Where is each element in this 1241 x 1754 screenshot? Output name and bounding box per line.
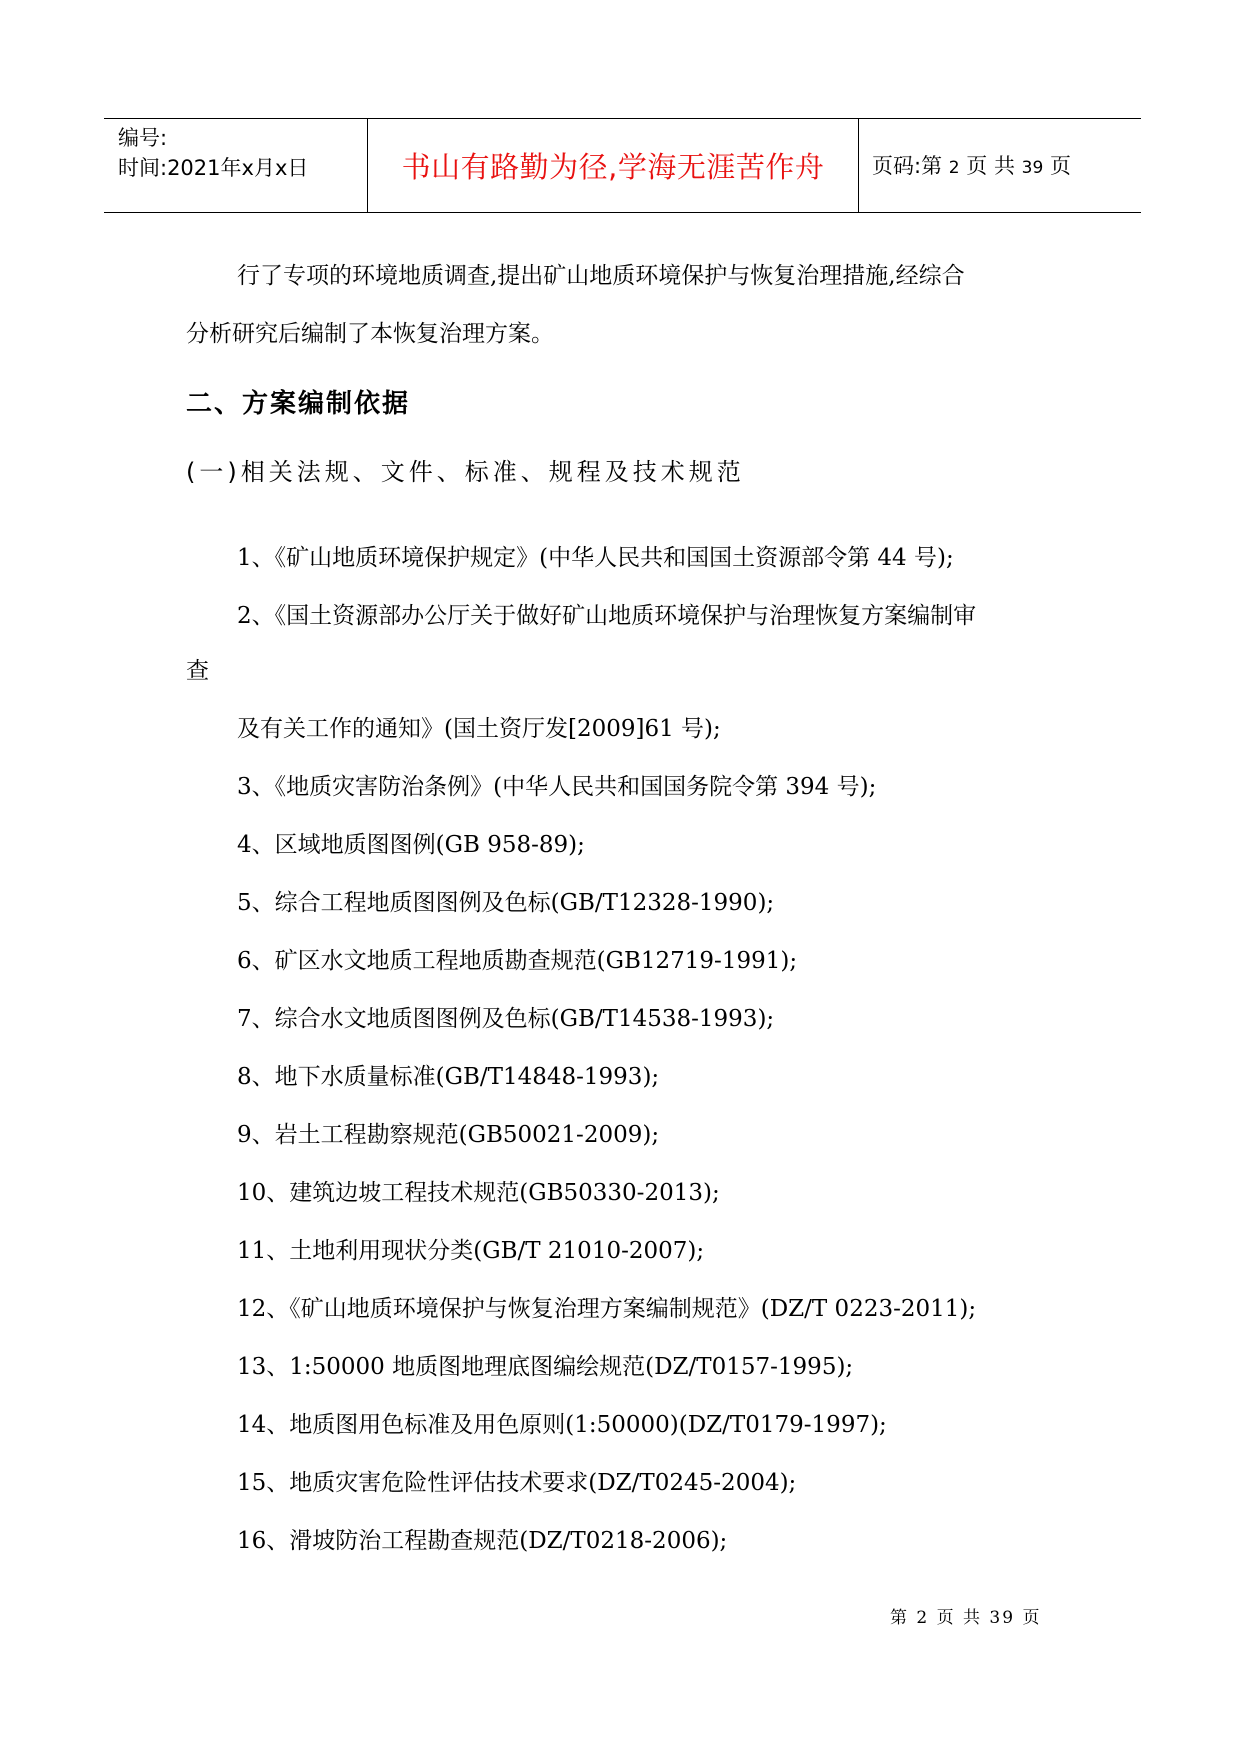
- subsection-title: (一)相关法规、文件、标准、规程及技术规范: [186, 458, 745, 486]
- header-divider-left: [367, 119, 368, 212]
- header-number-label: 编号:: [118, 126, 168, 150]
- list-item: 5、综合工程地质图图例及色标(GB/T12328-1990);: [237, 890, 775, 916]
- list-item: 13、1:50000 地质图地理底图编绘规范(DZ/T0157-1995);: [237, 1354, 854, 1380]
- section-title: 二、方案编制依据: [186, 389, 411, 419]
- list-item: 及有关工作的通知》(国土资厅发[2009]61 号);: [237, 716, 721, 742]
- header-page-total: 39: [1021, 158, 1044, 178]
- header-time-label: 时间:2021年x月x日: [118, 156, 309, 180]
- header-meta: [118, 123, 308, 183]
- header-page-mid: 页 共: [966, 154, 1015, 178]
- list-item: 15、地质灾害危险性评估技术要求(DZ/T0245-2004);: [237, 1470, 797, 1496]
- page-footer: 第 2 页 共 39 页: [890, 1608, 1042, 1628]
- list-item: 11、土地利用现状分类(GB/T 21010-2007);: [237, 1238, 705, 1264]
- list-item: 4、区域地质图图例(GB 958-89);: [237, 832, 585, 858]
- header-divider-right: [858, 119, 859, 212]
- list-item: 12、《矿山地质环境保护与恢复治理方案编制规范》(DZ/T 0223-2011);: [237, 1296, 977, 1322]
- header-motto: 书山有路勤为径,学海无涯苦作舟: [401, 150, 825, 184]
- list-item: 1、《矿山地质环境保护规定》(中华人民共和国国土资源部令第 44 号);: [237, 545, 954, 571]
- header-page-label: 页码:第: [872, 154, 943, 178]
- header-page-current: 2: [948, 158, 960, 178]
- header-page-info: [872, 151, 1071, 183]
- list-item: 6、矿区水文地质工程地质勘查规范(GB12719-1991);: [237, 948, 798, 974]
- intro-line-1: 行了专项的环境地质调查,提出矿山地质环境保护与恢复治理措施,经综合: [237, 263, 965, 289]
- intro-line-2: 分析研究后编制了本恢复治理方案。: [186, 321, 554, 347]
- list-item: 10、建筑边坡工程技术规范(GB50330-2013);: [237, 1180, 720, 1206]
- page-header: [104, 118, 1141, 213]
- list-item: 查: [186, 658, 209, 684]
- list-item: 9、岩土工程勘察规范(GB50021-2009);: [237, 1122, 660, 1148]
- list-item: 16、滑坡防治工程勘查规范(DZ/T0218-2006);: [237, 1528, 728, 1554]
- list-item: 7、综合水文地质图图例及色标(GB/T14538-1993);: [237, 1006, 775, 1032]
- list-item: 14、地质图用色标准及用色原则(1:50000)(DZ/T0179-1997);: [237, 1412, 887, 1438]
- list-item: 8、地下水质量标准(GB/T14848-1993);: [237, 1064, 660, 1090]
- header-page-end: 页: [1049, 154, 1071, 178]
- list-item: 2、《国土资源部办公厅关于做好矿山地质环境保护与治理恢复方案编制审: [237, 603, 977, 629]
- list-item: 3、《地质灾害防治条例》(中华人民共和国国务院令第 394 号);: [237, 774, 877, 800]
